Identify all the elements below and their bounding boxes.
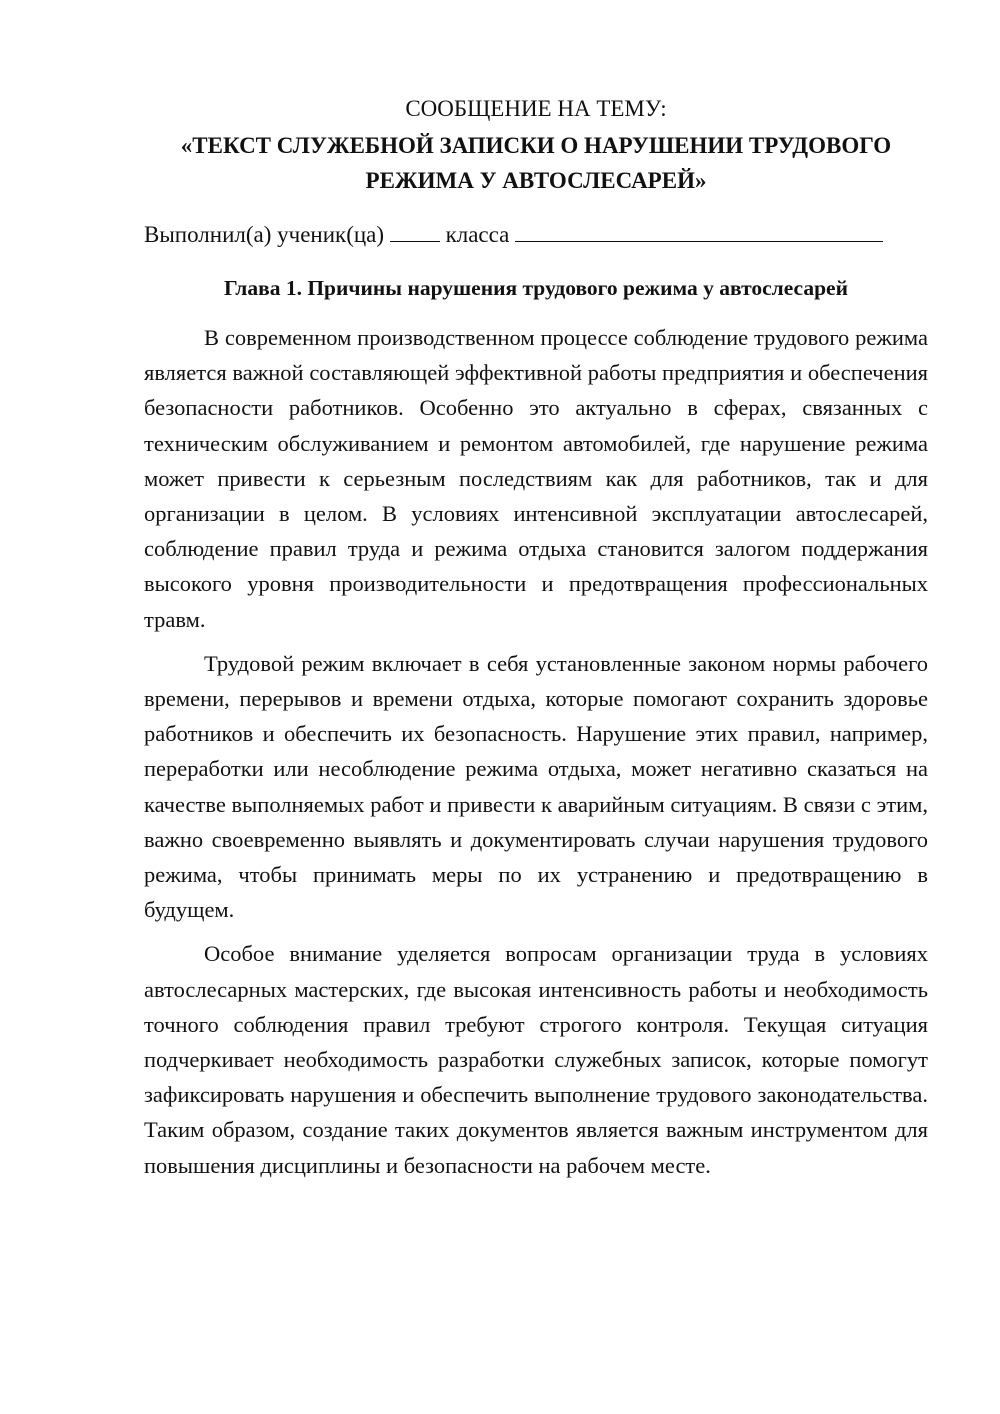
paragraph-2: Трудовой режим включает в себя установленные законом нормы рабочего времени, перерывов и времени отдыха, которые помогают сохранить здоровье работников и обеспечить их безопасность. Нарушение этих правил, например, переработки или несоблюдение режима отдыха, может негативно сказаться на качестве выполняемых работ и привести к аварийным ситуациям. В связи с этим, важно своевременно выявлять и документировать случаи нарушения трудового режима, чтобы принимать меры по их устранению и предотвращению в будущем.	[144, 650, 928, 923]
author-line	[144, 217, 928, 252]
student-name-blank	[515, 219, 883, 242]
author-prefix: Выполнил(а) ученик(ца)	[144, 222, 385, 247]
class-label: класса	[445, 222, 510, 247]
document-page	[144, 90, 928, 1183]
paragraph-3: Особое внимание уделяется вопросам организации труда в условиях автослесарных мастерских, где высокая интенсивность работы и необходимость точного соблюдения правил требуют строгого контроля. Текущая ситуация подчеркивает необходимость разработки служебных записок, которые помогут зафиксировать нарушения и обеспечить выполнение трудового законодательства. Таким образом, создание таких документов является важным инструментом для повышения дисциплины и безопасности на рабочем месте.	[144, 941, 928, 1178]
document-subject: СООБЩЕНИЕ НА ТЕМУ:	[405, 96, 667, 121]
paragraph-1: В современном производственном процессе соблюдение трудового режима является важной составляющей эффективной работы предприятия и обеспечения безопасности работников. Особенно это актуально в сферах, связанных с техническим обслуживанием и ремонтом автомобилей, где нарушение режима может привести к серьезным последствиям как для работников, так и для организации в целом. В условиях интенсивной эксплуатации автослесарей, соблюдение правил труда и режима отдыха становится залогом поддержания высокого уровня производительности и предотвращения профессиональных травм.	[144, 325, 928, 632]
chapter-heading: Глава 1. Причины нарушения трудового режима у автослесарей	[224, 276, 848, 300]
class-number-blank	[390, 219, 440, 242]
document-title: «ТЕКСТ СЛУЖЕБНОЙ ЗАПИСКИ О НАРУШЕНИИ ТРУДОВОГО РЕЖИМА У АВТОСЛЕСАРЕЙ»	[180, 133, 892, 193]
